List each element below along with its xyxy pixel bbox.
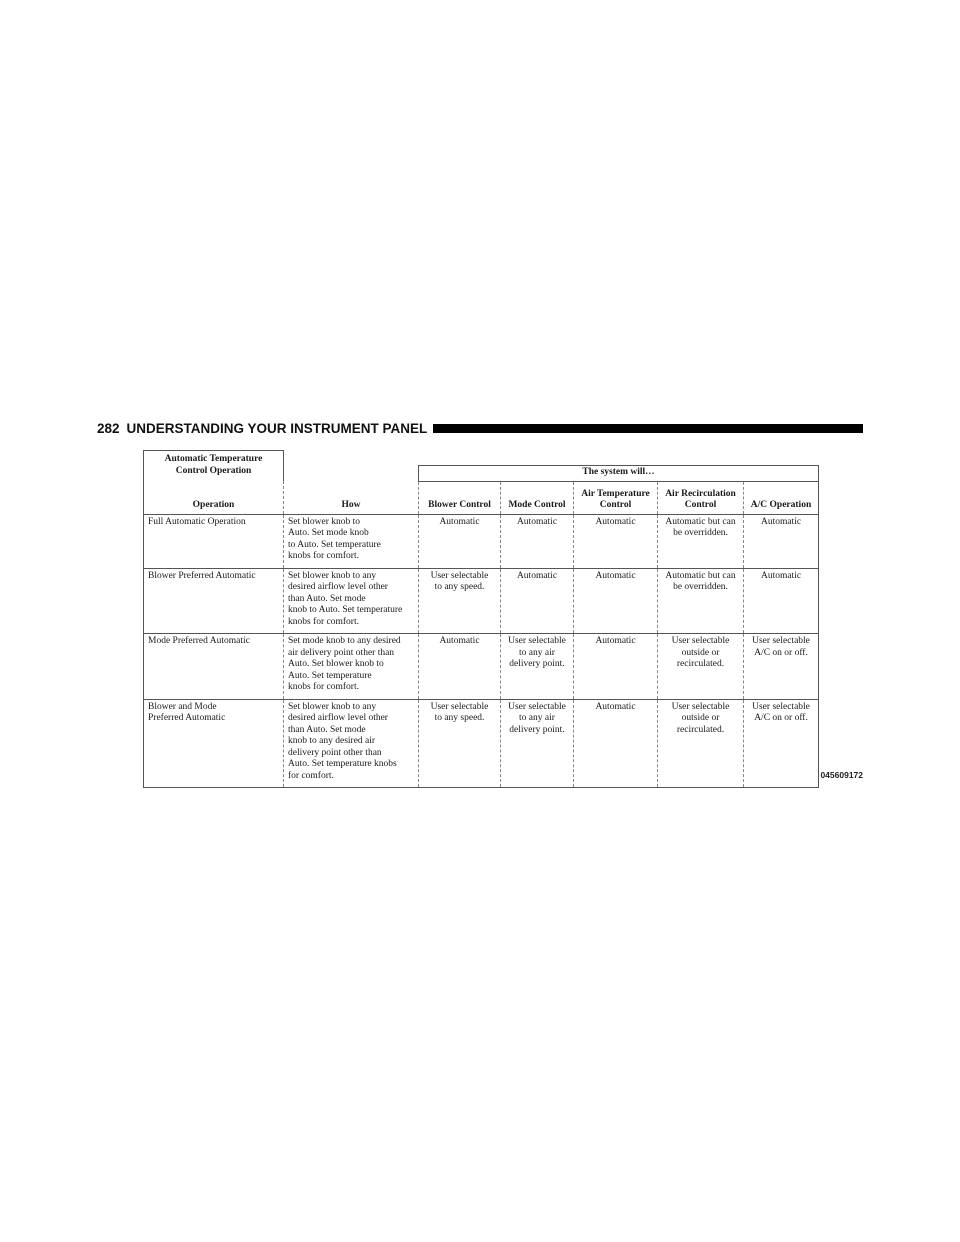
header-rule bbox=[433, 424, 863, 433]
cell-line: Set blower knob to bbox=[288, 516, 361, 527]
image-code: 045609172 bbox=[820, 770, 863, 780]
cell-line: to any speed. bbox=[434, 582, 485, 592]
cell-operation bbox=[144, 634, 284, 700]
cell-blower bbox=[419, 514, 501, 568]
cell-line: to Auto. Set temperature bbox=[288, 539, 381, 550]
cell-line: Set blower knob to any bbox=[288, 701, 377, 712]
cell-operation bbox=[144, 514, 284, 568]
cell-how bbox=[284, 634, 419, 700]
table-title-line: Automatic Temperature bbox=[164, 454, 263, 464]
cell-line: delivery point other than bbox=[288, 747, 382, 758]
cell-air-recirc bbox=[658, 699, 744, 788]
cell-line: be overridden. bbox=[673, 528, 728, 538]
system-will-header: The system will… bbox=[419, 465, 819, 481]
table-body bbox=[144, 514, 819, 788]
col-header-line: Air Recirculation bbox=[665, 488, 736, 499]
cell-line: Automatic bbox=[439, 516, 480, 527]
cell-line: outside or bbox=[681, 713, 720, 723]
cell-line: Automatic bbox=[516, 516, 558, 527]
table-header-top bbox=[144, 451, 819, 466]
cell-air-recirc bbox=[658, 514, 744, 568]
cell-line: Blower and Mode bbox=[148, 701, 217, 712]
cell-line: Set mode knob to any desired bbox=[288, 636, 401, 646]
cell-line: Automatic bbox=[595, 636, 636, 646]
cell-line: Automatic bbox=[760, 516, 802, 527]
table-column-headers bbox=[144, 481, 819, 514]
cell-line: delivery point. bbox=[509, 659, 565, 669]
col-header-line: Control bbox=[684, 500, 717, 510]
cell-blower bbox=[419, 568, 501, 634]
cell-line: to any air bbox=[519, 713, 555, 723]
table-row bbox=[144, 568, 819, 634]
col-header-operation: Operation bbox=[144, 481, 284, 514]
cell-line: Auto. Set temperature bbox=[288, 670, 372, 681]
col-header-line: Control bbox=[599, 500, 632, 510]
table bbox=[143, 450, 819, 788]
col-header-blower: Blower Control bbox=[419, 481, 501, 514]
cell-line: knob to any desired air bbox=[288, 736, 376, 746]
cell-line: A/C on or off. bbox=[754, 713, 808, 723]
cell-air-recirc bbox=[658, 568, 744, 634]
cell-line: Automatic bbox=[439, 636, 480, 646]
cell-mode bbox=[501, 514, 574, 568]
cell-how bbox=[284, 699, 419, 788]
cell-blower bbox=[419, 699, 501, 788]
col-header-mode: Mode Control bbox=[501, 481, 574, 514]
cell-line: Mode Preferred Automatic bbox=[148, 636, 250, 646]
section-title: UNDERSTANDING YOUR INSTRUMENT PANEL bbox=[126, 420, 428, 436]
cell-line: Automatic bbox=[595, 570, 636, 581]
climate-control-table bbox=[143, 450, 818, 788]
col-header-air-temp bbox=[574, 481, 658, 514]
cell-line: Automatic bbox=[595, 701, 636, 712]
cell-line: desired airflow level other bbox=[288, 582, 388, 592]
col-header-air-recirc bbox=[658, 481, 744, 514]
cell-line: knobs for comfort. bbox=[288, 551, 359, 561]
cell-mode bbox=[501, 568, 574, 634]
cell-line: User selectable bbox=[752, 701, 810, 712]
cell-line: Auto. Set mode knob bbox=[288, 528, 369, 538]
cell-line: User selectable bbox=[508, 701, 566, 712]
table-title-line: Control Operation bbox=[175, 466, 252, 476]
cell-line: than Auto. Set mode bbox=[288, 593, 366, 604]
cell-line: to any air bbox=[519, 647, 555, 658]
cell-line: User selectable bbox=[430, 701, 489, 712]
cell-line: Automatic bbox=[760, 570, 802, 581]
cell-line: User selectable bbox=[671, 701, 730, 712]
cell-air-temp bbox=[574, 514, 658, 568]
cell-line: Automatic bbox=[595, 516, 636, 527]
cell-line: Auto. Set blower knob to bbox=[288, 659, 384, 669]
cell-air-recirc bbox=[658, 634, 744, 700]
cell-line: Preferred Automatic bbox=[148, 713, 226, 723]
cell-mode bbox=[501, 634, 574, 700]
page-number: 282 bbox=[97, 420, 120, 436]
cell-air-temp bbox=[574, 568, 658, 634]
cell-line: recirculated. bbox=[676, 724, 725, 735]
cell-line: knob to Auto. Set temperature bbox=[288, 605, 403, 615]
cell-line: Automatic but can bbox=[665, 570, 736, 581]
cell-how bbox=[284, 514, 419, 568]
cell-ac bbox=[744, 634, 819, 700]
cell-line: Auto. Set temperature knobs bbox=[288, 759, 397, 769]
cell-line: for comfort. bbox=[288, 770, 334, 781]
page-header bbox=[97, 418, 863, 438]
cell-line: knobs for comfort. bbox=[288, 616, 359, 627]
cell-air-temp bbox=[574, 634, 658, 700]
cell-line: desired airflow level other bbox=[288, 713, 388, 723]
cell-line: air delivery point other than bbox=[288, 647, 395, 658]
cell-line: Blower Preferred Automatic bbox=[148, 570, 256, 581]
cell-ac bbox=[744, 568, 819, 634]
cell-line: Automatic bbox=[516, 570, 558, 581]
cell-line: A/C on or off. bbox=[754, 647, 808, 658]
cell-line: to any speed. bbox=[434, 713, 485, 723]
cell-line: Automatic but can bbox=[665, 516, 736, 527]
cell-line: outside or bbox=[681, 647, 720, 658]
cell-operation bbox=[144, 699, 284, 788]
cell-line: Full Automatic Operation bbox=[148, 516, 246, 527]
cell-line: recirculated. bbox=[676, 659, 725, 669]
cell-line: User selectable bbox=[508, 636, 566, 646]
col-header-ac: A/C Operation bbox=[744, 481, 819, 514]
cell-line: User selectable bbox=[671, 636, 730, 646]
table-row bbox=[144, 514, 819, 568]
table-row bbox=[144, 634, 819, 700]
cell-ac bbox=[744, 514, 819, 568]
cell-line: than Auto. Set mode bbox=[288, 724, 366, 735]
cell-line: delivery point. bbox=[509, 724, 565, 735]
cell-line: Set blower knob to any bbox=[288, 570, 377, 581]
col-header-line: Air Temperature bbox=[581, 488, 650, 499]
table-title bbox=[144, 451, 284, 482]
col-header-how: How bbox=[284, 481, 419, 514]
cell-how bbox=[284, 568, 419, 634]
cell-line: be overridden. bbox=[673, 582, 728, 592]
cell-line: User selectable bbox=[752, 636, 810, 646]
cell-air-temp bbox=[574, 699, 658, 788]
table-row bbox=[144, 699, 819, 788]
cell-line: User selectable bbox=[430, 570, 489, 581]
cell-blower bbox=[419, 634, 501, 700]
cell-mode bbox=[501, 699, 574, 788]
cell-operation bbox=[144, 568, 284, 634]
cell-line: knobs for comfort. bbox=[288, 682, 359, 692]
